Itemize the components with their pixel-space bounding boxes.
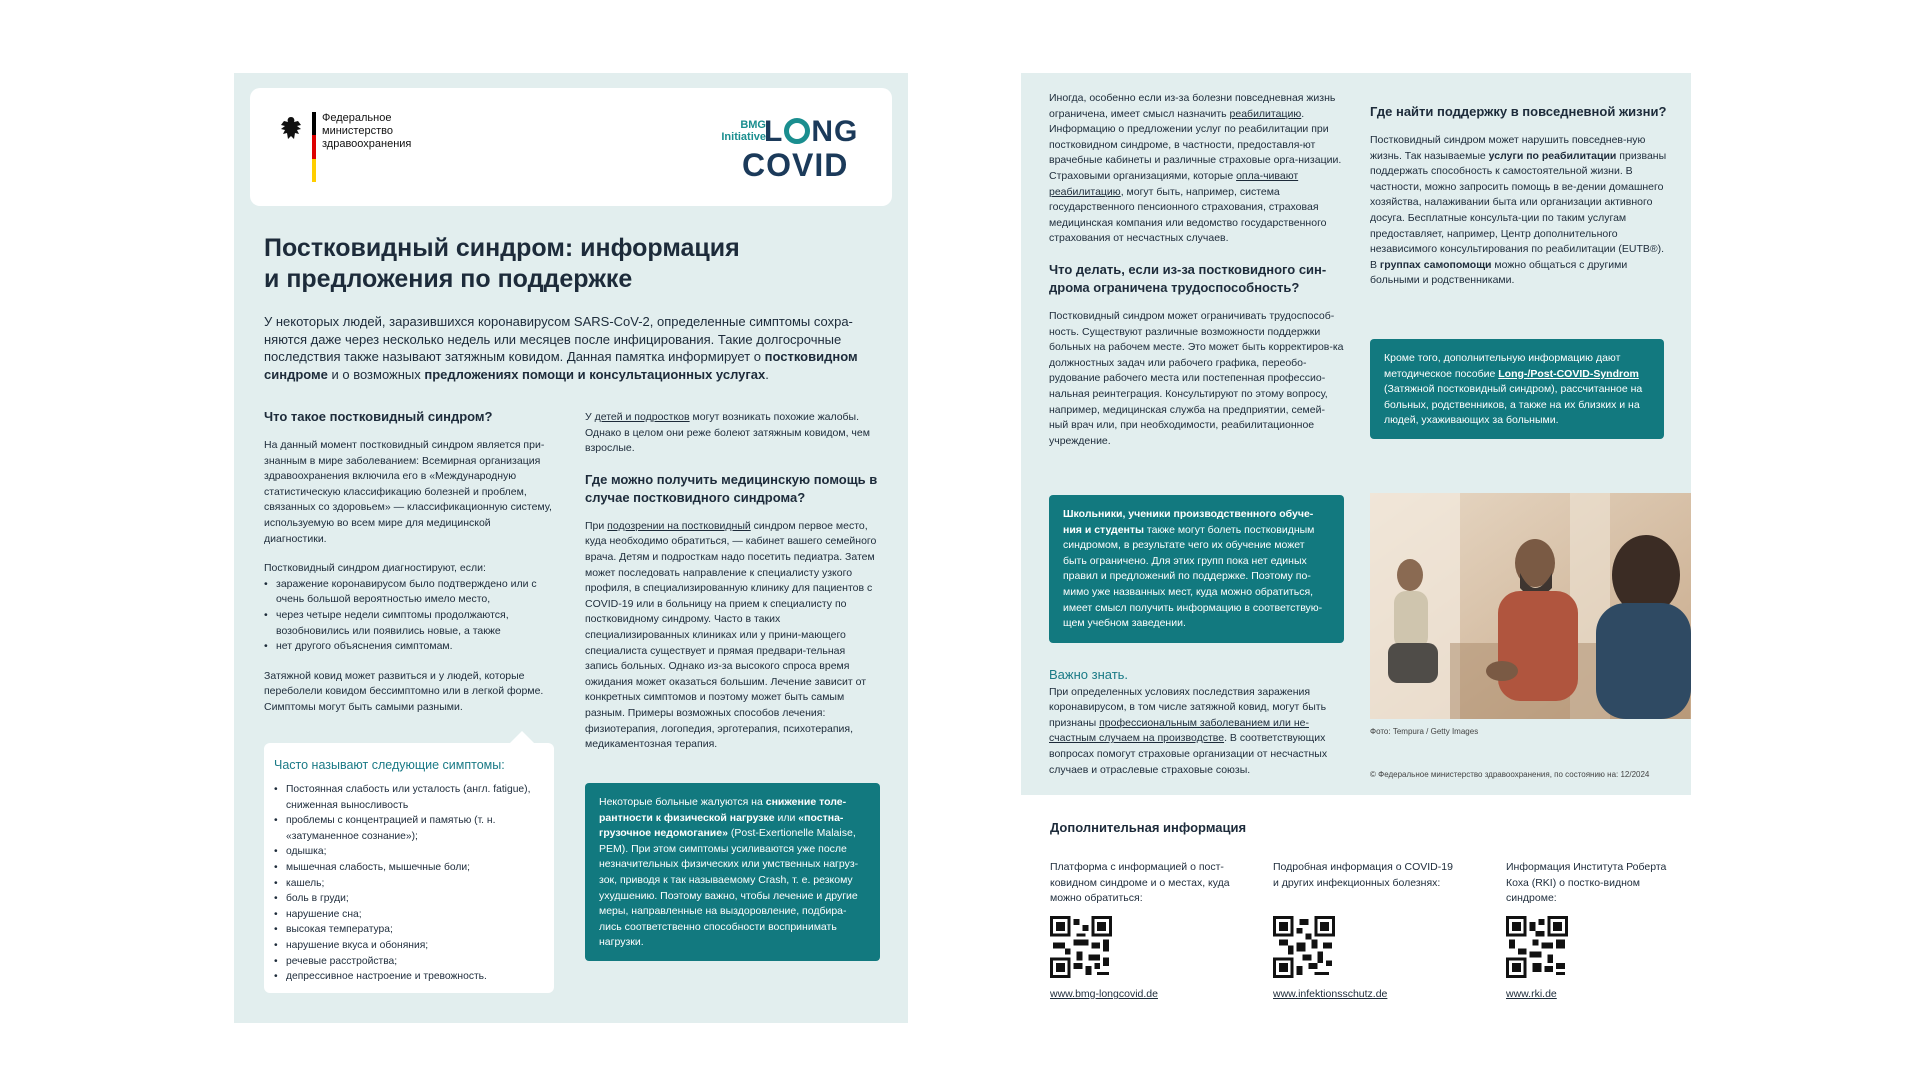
paragraph-daily: Постковидный синдром может нарушить повседнев-ную жизнь. Так называемые услуги по реабилитации призваны поддержать способность к самостоятельной жизни. В частности, можно запросить помощь в ве-дении домашнего хозяйства, налаживании быта или организации активного досуга. Бесплатные консульта-ции по таким услугам предоставляет, например, Центр дополнительного независимого консультирования по реабилитации (EUTB®). В группах самопомощи можно общаться с другими больными и родственниками. bbox=[1370, 134, 1667, 287]
list-item: • Постоянная слабость или усталость (англ. fatigue), сниженная выносливость bbox=[274, 782, 544, 813]
diagnosis-list bbox=[264, 577, 554, 655]
paragraph-rehab: Иногда, особенно если из-за болезни повседневная жизнь ограничена, имеет смысл назначить реабилитацию. Информацию о предложении услуг по реабилитации при постковидном синдроме, в частности, предоставля-ют врачебные кабинеты и различные страховые орга-низации. Страховыми организациями, которые опла-чивают реабилитацию, могут быть, например, система государственного пенсионного страхования, страховая медицинская компания или ведомство государственного страхования от несчастных случаев. bbox=[1049, 92, 1342, 245]
list-item: • нарушение сна; bbox=[274, 907, 544, 923]
federal-eagle-icon bbox=[278, 115, 304, 143]
additional-item-1: Платформа с информацией о пост-ковидном синдроме и о местах, куда можно обратиться: bbox=[1050, 861, 1230, 905]
symptoms-box bbox=[264, 743, 554, 993]
important-section bbox=[1049, 667, 1344, 792]
flyer-page-front bbox=[234, 73, 908, 1023]
list-item: • речевые расстройства; bbox=[274, 954, 544, 970]
link-rki[interactable]: www.rki.de bbox=[1506, 988, 1557, 1000]
intro-paragraph: У некоторых людей, заразившихся коронавирусом SARS-CoV-2, определенные симптомы сохра-няются даже через несколько недель или месяцев после инфицирования. Такие долгосрочные последствия также называют затяжным ковидом. Данная памятка информирует о постковидном синдроме и о возможных предложениях помощи и консультационных услугах. bbox=[264, 314, 858, 382]
qr-code-icon[interactable] bbox=[1273, 916, 1335, 978]
paragraph-children: У детей и подростков могут возникать похожие жалобы. Однако в целом они реже болеют затяжным ковидом, чем взрослые. bbox=[585, 411, 870, 455]
link-bmg-longcovid[interactable]: www.bmg-longcovid.de bbox=[1050, 988, 1158, 1000]
section-heading-daily: Где найти поддержку в повседневной жизни? bbox=[1370, 104, 1667, 119]
paragraph-diagnosis: Постковидный синдром диагностируют, если: bbox=[264, 562, 486, 575]
section-heading-where: Где можно получить медицинскую помощь в случае постковидного синдрома? bbox=[585, 471, 878, 505]
important-title: Важно знать. bbox=[1049, 667, 1129, 682]
header-card bbox=[250, 88, 892, 206]
long-covid-logo: BMG Initiative L NG COVID bbox=[721, 115, 859, 183]
additional-item-3: Информация Института Роберта Коха (RKI) о постко-видном синдроме: bbox=[1506, 861, 1667, 905]
german-flag-bar bbox=[312, 112, 316, 182]
photo-caption: Фото: Tempura / Getty Images bbox=[1370, 727, 1479, 736]
right-column bbox=[585, 410, 880, 767]
link-pay-rehab[interactable]: опла-чивают реабилитацию bbox=[1049, 169, 1299, 198]
paragraph-asymptomatic: Затяжной ковид может развиться и у людей, которые переболели ковидом бессимптомно или в легкой форме. Симптомы могут быть самыми разными. bbox=[264, 669, 544, 713]
link-children[interactable]: детей и подростков bbox=[594, 411, 690, 423]
list-item: • через четыре недели симптомы продолжаются, возобновились или появились новые, а также bbox=[264, 608, 554, 639]
symptoms-list bbox=[274, 782, 544, 985]
link-suspicion[interactable]: подозрении на постковидный bbox=[607, 519, 751, 532]
additional-item-2: Подробная информация о COVID-19 и других инфекционных болезнях: bbox=[1273, 861, 1453, 889]
list-item: • проблемы с концентрацией и памятью (т. н. «затуманенное сознание»); bbox=[274, 813, 544, 844]
support-group-photo bbox=[1370, 493, 1691, 719]
additional-info-title: Дополнительная информация bbox=[1050, 820, 1247, 835]
link-infektionsschutz[interactable]: www.infektionsschutz.de bbox=[1273, 988, 1388, 1000]
list-item: • одышка; bbox=[274, 844, 544, 860]
paragraph-what: На данный момент постковидный синдром является при-знанным в мире заболеванием: Всемирная организация здравоохранения включила его в «Международную статистическую классификацию болезней и проблем, связанных со здоровьем» — классификационную систему, используемую во всем мире для медицинской диагностики. bbox=[264, 439, 552, 545]
symptoms-title: Часто называют следующие симптомы: bbox=[274, 758, 505, 772]
guide-info-box: Кроме того, дополнительную информацию дают методическое пособие Long-/Post-COVID-Syndrom (Затяжной постковидный синдром), рассчитанное на больных, родственников, а также на их близких и на людей, ухаживающих за больными. bbox=[1370, 339, 1664, 439]
flyer-page-back bbox=[1021, 73, 1691, 795]
additional-info-section bbox=[1050, 820, 1690, 1000]
list-item: • нарушение вкуса и обоняния; bbox=[274, 938, 544, 954]
qr-code-icon[interactable] bbox=[1506, 916, 1568, 978]
list-item: • депрессивное настроение и тревожность. bbox=[274, 969, 544, 985]
link-rehab[interactable]: реабилитацию bbox=[1229, 107, 1302, 120]
section-heading-work: Что делать, если из-за постковидного син-дрома ограничена трудоспособность? bbox=[1049, 261, 1327, 295]
copyright-note: © Федеральное министерство здравоохранения, по состоянию на: 12/2024 bbox=[1370, 770, 1650, 779]
left-column bbox=[264, 408, 554, 730]
qr-code-icon[interactable] bbox=[1050, 916, 1112, 978]
list-item: • нет другого объяснения симптомам. bbox=[264, 639, 554, 655]
paragraph-important: При определенных условиях последствия заражения коронавирусом, в том числе затяжной ковид, могут быть признаны профессиональным заболеванием или не-счастным случаем на производстве. В соответствующих вопросах помогут страховые организации от несчастных случаев и отраслевые страховые союзы. bbox=[1049, 685, 1328, 776]
section-heading-what: Что такое постковидный синдром? bbox=[264, 409, 493, 424]
pem-info-box: Некоторые больные жалуются на снижение толе-рантности к физической нагрузке или «постна-грузочное недомогание» (Post-Exertionelle Malaise, PEM). При этом симптомы усиливаются уже после незначительных физических или умственных нагруз-зок, приводя к так называемому Crash, т. е. резкому ухудшению. Поэтому важно, чтобы лечение и другие меры, направленные на выздоровление, подбира-лись соответственно способности воспринимать нагрузки. bbox=[585, 783, 880, 961]
list-item: • высокая температура; bbox=[274, 922, 544, 938]
list-item: • заражение коронавирусом было подтверждено или с очень большой вероятностью имело место, bbox=[264, 577, 554, 608]
list-item: • мышечная слабость, мышечные боли; bbox=[274, 860, 544, 876]
ministry-name: Федеральное министерство здравоохранения bbox=[322, 112, 412, 150]
paragraph-where: При подозрении на постковидный синдром первое место, куда необходимо обратиться, — кабинет вашего семейного врача. Детям и подросткам надо посетить педиатра. Затем может последовать направление к специалисту узкого профиля, в специализированную клинику для пациентов с COVID-19 или в больницу на прием к специалисту по постковидному синдрому. Часто в таких специализированных клиниках или у прини-мающего специалиста существует и прямая предвари-тельная запись больных. Однако из-за высокого спроса время ожидания может оказаться большим. Лечение зависит от конкретных симптомов и поэтому может быть самым разным. Примеры возможных способов лечения: физиотерапия, логопедия, эрготерапия, психотерапия, медикаментозная терапия. bbox=[585, 519, 877, 751]
rehab-column bbox=[1049, 91, 1344, 463]
list-item: • боль в груди; bbox=[274, 891, 544, 907]
paragraph-work: Постковидный синдром может ограничивать трудоспособ-ность. Существуют различные возможности поддержки больных на рабочем месте. Это может быть корректиров-ка должностных задач или рабочего графика, переобо-рудование рабочего места или постепенная профессио-нальная реинтеграция. Консультируют по этому вопросу, например, медицинская служба на предприятии, семей-ный врач или, при необходимости, реабилитационное учреждение. bbox=[1049, 309, 1344, 447]
link-occupational-disease[interactable]: профессиональным заболеванием или не-счастным случаем на производстве bbox=[1049, 716, 1309, 745]
page-title: Постковидный синдром: информация и предложения по поддержке bbox=[264, 234, 740, 293]
daily-support-column bbox=[1370, 103, 1670, 303]
link-guide[interactable]: Long-/Post-COVID-Syndrom bbox=[1498, 367, 1639, 380]
students-info-box: Школьники, ученики производственного обуче-ния и студенты также могут болеть постковидным синдромом, в результате чего их обучение может быть ограничено. Для этих групп пока нет единых правил и предложений по поддержке. Поэтому по-мимо уже названных мест, куда можно обратиться, имеет смысл получить информацию в соответствую-щем учебном заведении. bbox=[1049, 495, 1344, 643]
list-item: • кашель; bbox=[274, 876, 544, 892]
logo-ring-icon bbox=[784, 118, 810, 144]
